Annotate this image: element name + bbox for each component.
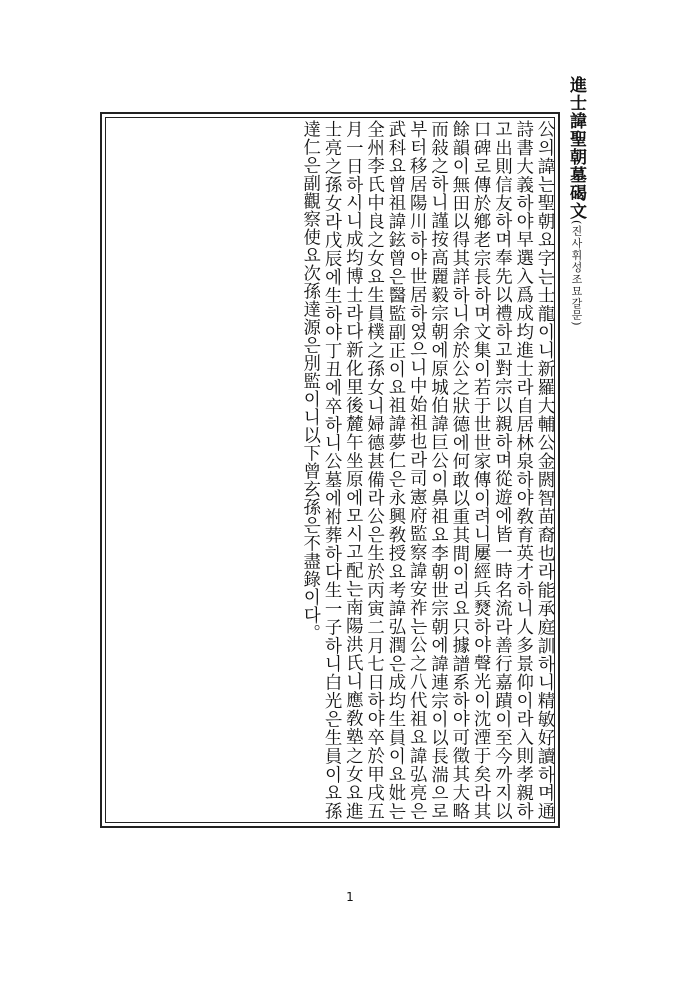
title-reading-note: (진사휘성조묘갈문) xyxy=(570,220,583,327)
title-text: 進士諱聖朝墓碣文 xyxy=(566,76,586,220)
epitaph-body xyxy=(106,120,554,820)
document-title xyxy=(563,76,589,576)
epitaph-text: 公의諱는聖朝요字는士龍이니新羅大輔公金閼智苗裔也라能承庭訓하니精敏好讀하며通詩書大義하야早選入爲成均進士라自居林泉하야敎育英才하니人多景仰이라入則孝親하고出則信友하며奉先以禮하고對宗以親하며從遊에皆一時名流라善行嘉蹟이至今까지以口碑로傳於鄕老宗長하며文集이若于世世家傳이려니屢經兵燹하야聲光이沈湮于矣라其餘韻이無田以得其詳하니余於公之狀德에何敢以重其間이리요只據譜系하야可徵其大略而敍之하니謹按高麗毅宗朝에原城伯諱巨公이鼻祖요李朝世宗朝에諱連宗이以長湍으로부터移居陽川하야世居하였으니中始祖也라司憲府監察諱安祚는公之八代祖요諱弘亮은武科요曾祖諱鉉曾은醫監副正이요祖諱夢仁은永興敎授요考諱弘潤은成均生員이요妣는全州李氏中良之女요生員樸之孫女니婦德甚備라公은生於丙寅二月七日하야卒於甲戌五月一日하시니成均博士라다新化里後麓午坐原에모시고配는南陽洪氏니應敎塾之女요進士亮之孫女라戊辰에生하야丁丑에卒하니公墓에祔葬하다生一子하니白光은生員이요孫達仁은副觀察使요次孫達源은別監이니以下曾玄孫은不盡錄이다。 xyxy=(299,120,554,820)
page-number: 1 xyxy=(346,890,354,904)
